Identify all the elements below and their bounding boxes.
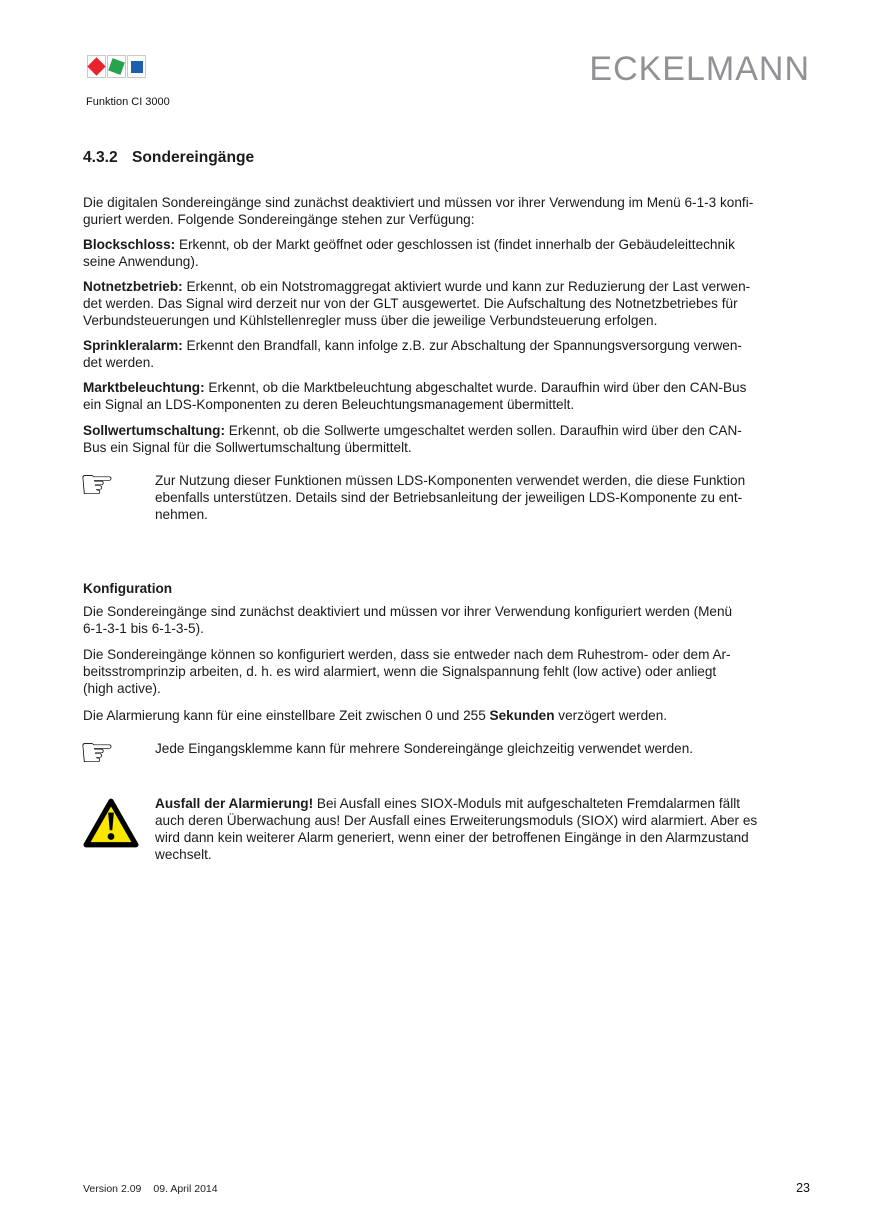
note-lds-components bbox=[79, 462, 812, 523]
warning-label: Ausfall der Alarmierung! bbox=[155, 796, 314, 811]
paragraph-sprinkleralarm: Sprinkleralarm: Erkennt den Brandfall, kann infolge z.B. zur Abschaltung der Spannungsversorgung verwen- det werden. bbox=[83, 338, 742, 370]
paragraph-intro: Die digitalen Sondereingänge sind zunächst deaktiviert und müssen vor ihrer Verwendung im Menü 6-1-3 konfi- guriert werden. Folgende Sondereingänge stehen zur Verfügung: bbox=[83, 195, 754, 227]
main-content bbox=[79, 148, 812, 863]
term-blockschloss: Blockschloss: bbox=[83, 237, 176, 252]
page-number: 23 bbox=[796, 1181, 810, 1195]
term-sprinkleralarm: Sprinkleralarm: bbox=[83, 338, 183, 353]
logo-cell-red bbox=[87, 55, 106, 78]
brand-wordmark: ECKELMANN bbox=[589, 50, 810, 88]
note-text: Zur Nutzung dieser Funktionen müssen LDS-Komponenten verwendet werden, die diese Funktion ebenfalls unterstützen. Details sind der Betriebsanleitung der jeweiligen LDS-Komponente zu ent- nehmen. bbox=[155, 473, 746, 522]
warning-alarm-failure bbox=[83, 795, 812, 863]
logo-cell-green bbox=[107, 55, 126, 78]
warning-triangle-icon bbox=[83, 797, 139, 849]
note-text: Jede Eingangsklemme kann für mehrere Sondereingänge gleichzeitig verwendet werden. bbox=[155, 741, 694, 756]
pointing-hand-icon: ☞ bbox=[79, 462, 115, 508]
term-marktbeleuchtung: Marktbeleuchtung: bbox=[83, 380, 205, 395]
paragraph-blockschloss: Blockschloss: Erkennt, ob der Markt geöffnet oder geschlossen ist (findet innerhalb der Gebäudeleittechnik seine Anwendung). bbox=[83, 237, 735, 269]
term-notnetzbetrieb: Notnetzbetrieb: bbox=[83, 279, 183, 294]
footer-date: 09. April 2014 bbox=[153, 1183, 218, 1195]
green-square-icon bbox=[108, 58, 125, 75]
note-input-terminal bbox=[79, 730, 812, 776]
eckelmann-logo bbox=[87, 55, 147, 78]
warning-text: Ausfall der Alarmierung! Bei Ausfall eines SIOX-Moduls mit aufgeschalteten Fremdalarmen fällt auch deren Überwachung aus! Der Ausfall eines Erweiterungsmoduls (SIOX) wird alarmiert. Aber es wird dann kein weiterer Alarm generiert, wenn einer der betroffenen Eingänge in den Alarmzustand wechselt. bbox=[155, 796, 758, 862]
paragraph-sollwertumschaltung: Sollwertumschaltung: Erkennt, ob die Sollwerte umgeschaltet werden sollen. Daraufhin wird über den CAN- Bus ein Signal für die Sollwertumschaltung übermittelt. bbox=[83, 423, 742, 455]
pointing-hand-icon: ☞ bbox=[79, 730, 115, 776]
section-number: 4.3.2 bbox=[83, 149, 118, 166]
header-caption: Funktion CI 3000 bbox=[86, 96, 170, 108]
paragraph-notnetzbetrieb: Notnetzbetrieb: Erkennt, ob ein Notstromaggregat aktiviert wurde und kann zur Reduzierung der Last verwen- det werden. Das Signal wird derzeit nur von der GLT ausgewertet. Die Aufschaltung des Notnetzbetriebes für Verbundsteuerungen und Kühlstellenregler muss über die jeweilige Verbundsteuerung erfolgen. bbox=[83, 279, 751, 328]
logo-cell-blue bbox=[127, 55, 146, 78]
term-sollwertumschaltung: Sollwertumschaltung: bbox=[83, 423, 225, 438]
page-footer bbox=[83, 1181, 810, 1195]
paragraph-konfiguration-1: Die Sondereingänge sind zunächst deaktiviert und müssen vor ihrer Verwendung konfiguriert werden (Menü 6-1-3-1 bis 6-1-3-5). bbox=[83, 604, 733, 636]
blue-square-icon bbox=[131, 61, 143, 73]
section-heading bbox=[83, 148, 812, 167]
paragraph-konfiguration-2: Die Sondereingänge können so konfiguriert werden, dass sie entweder nach dem Ruhestrom- oder dem Ar- beitsstromprinzip arbeiten, d. h. es wird alarmiert, wenn die Signalspannung fehlt (low active) oder anliegt (high active). bbox=[83, 647, 731, 696]
section-title: Sondereingänge bbox=[132, 149, 255, 166]
footer-version: Version 2.09 bbox=[83, 1183, 142, 1195]
red-diamond-icon bbox=[87, 57, 105, 75]
term-sekunden: Sekunden bbox=[489, 708, 555, 723]
paragraph-marktbeleuchtung: Marktbeleuchtung: Erkennt, ob die Marktbeleuchtung abgeschaltet wurde. Daraufhin wird über den CAN-Bus ein Signal an LDS-Komponenten zu deren Beleuchtungsmanagement übermittelt. bbox=[83, 380, 747, 412]
konfiguration-heading: Konfiguration bbox=[83, 581, 173, 596]
paragraph-alarm-delay: Die Alarmierung kann für eine einstellbare Zeit zwischen 0 und 255 Sekunden verzögert werden. bbox=[83, 708, 668, 723]
